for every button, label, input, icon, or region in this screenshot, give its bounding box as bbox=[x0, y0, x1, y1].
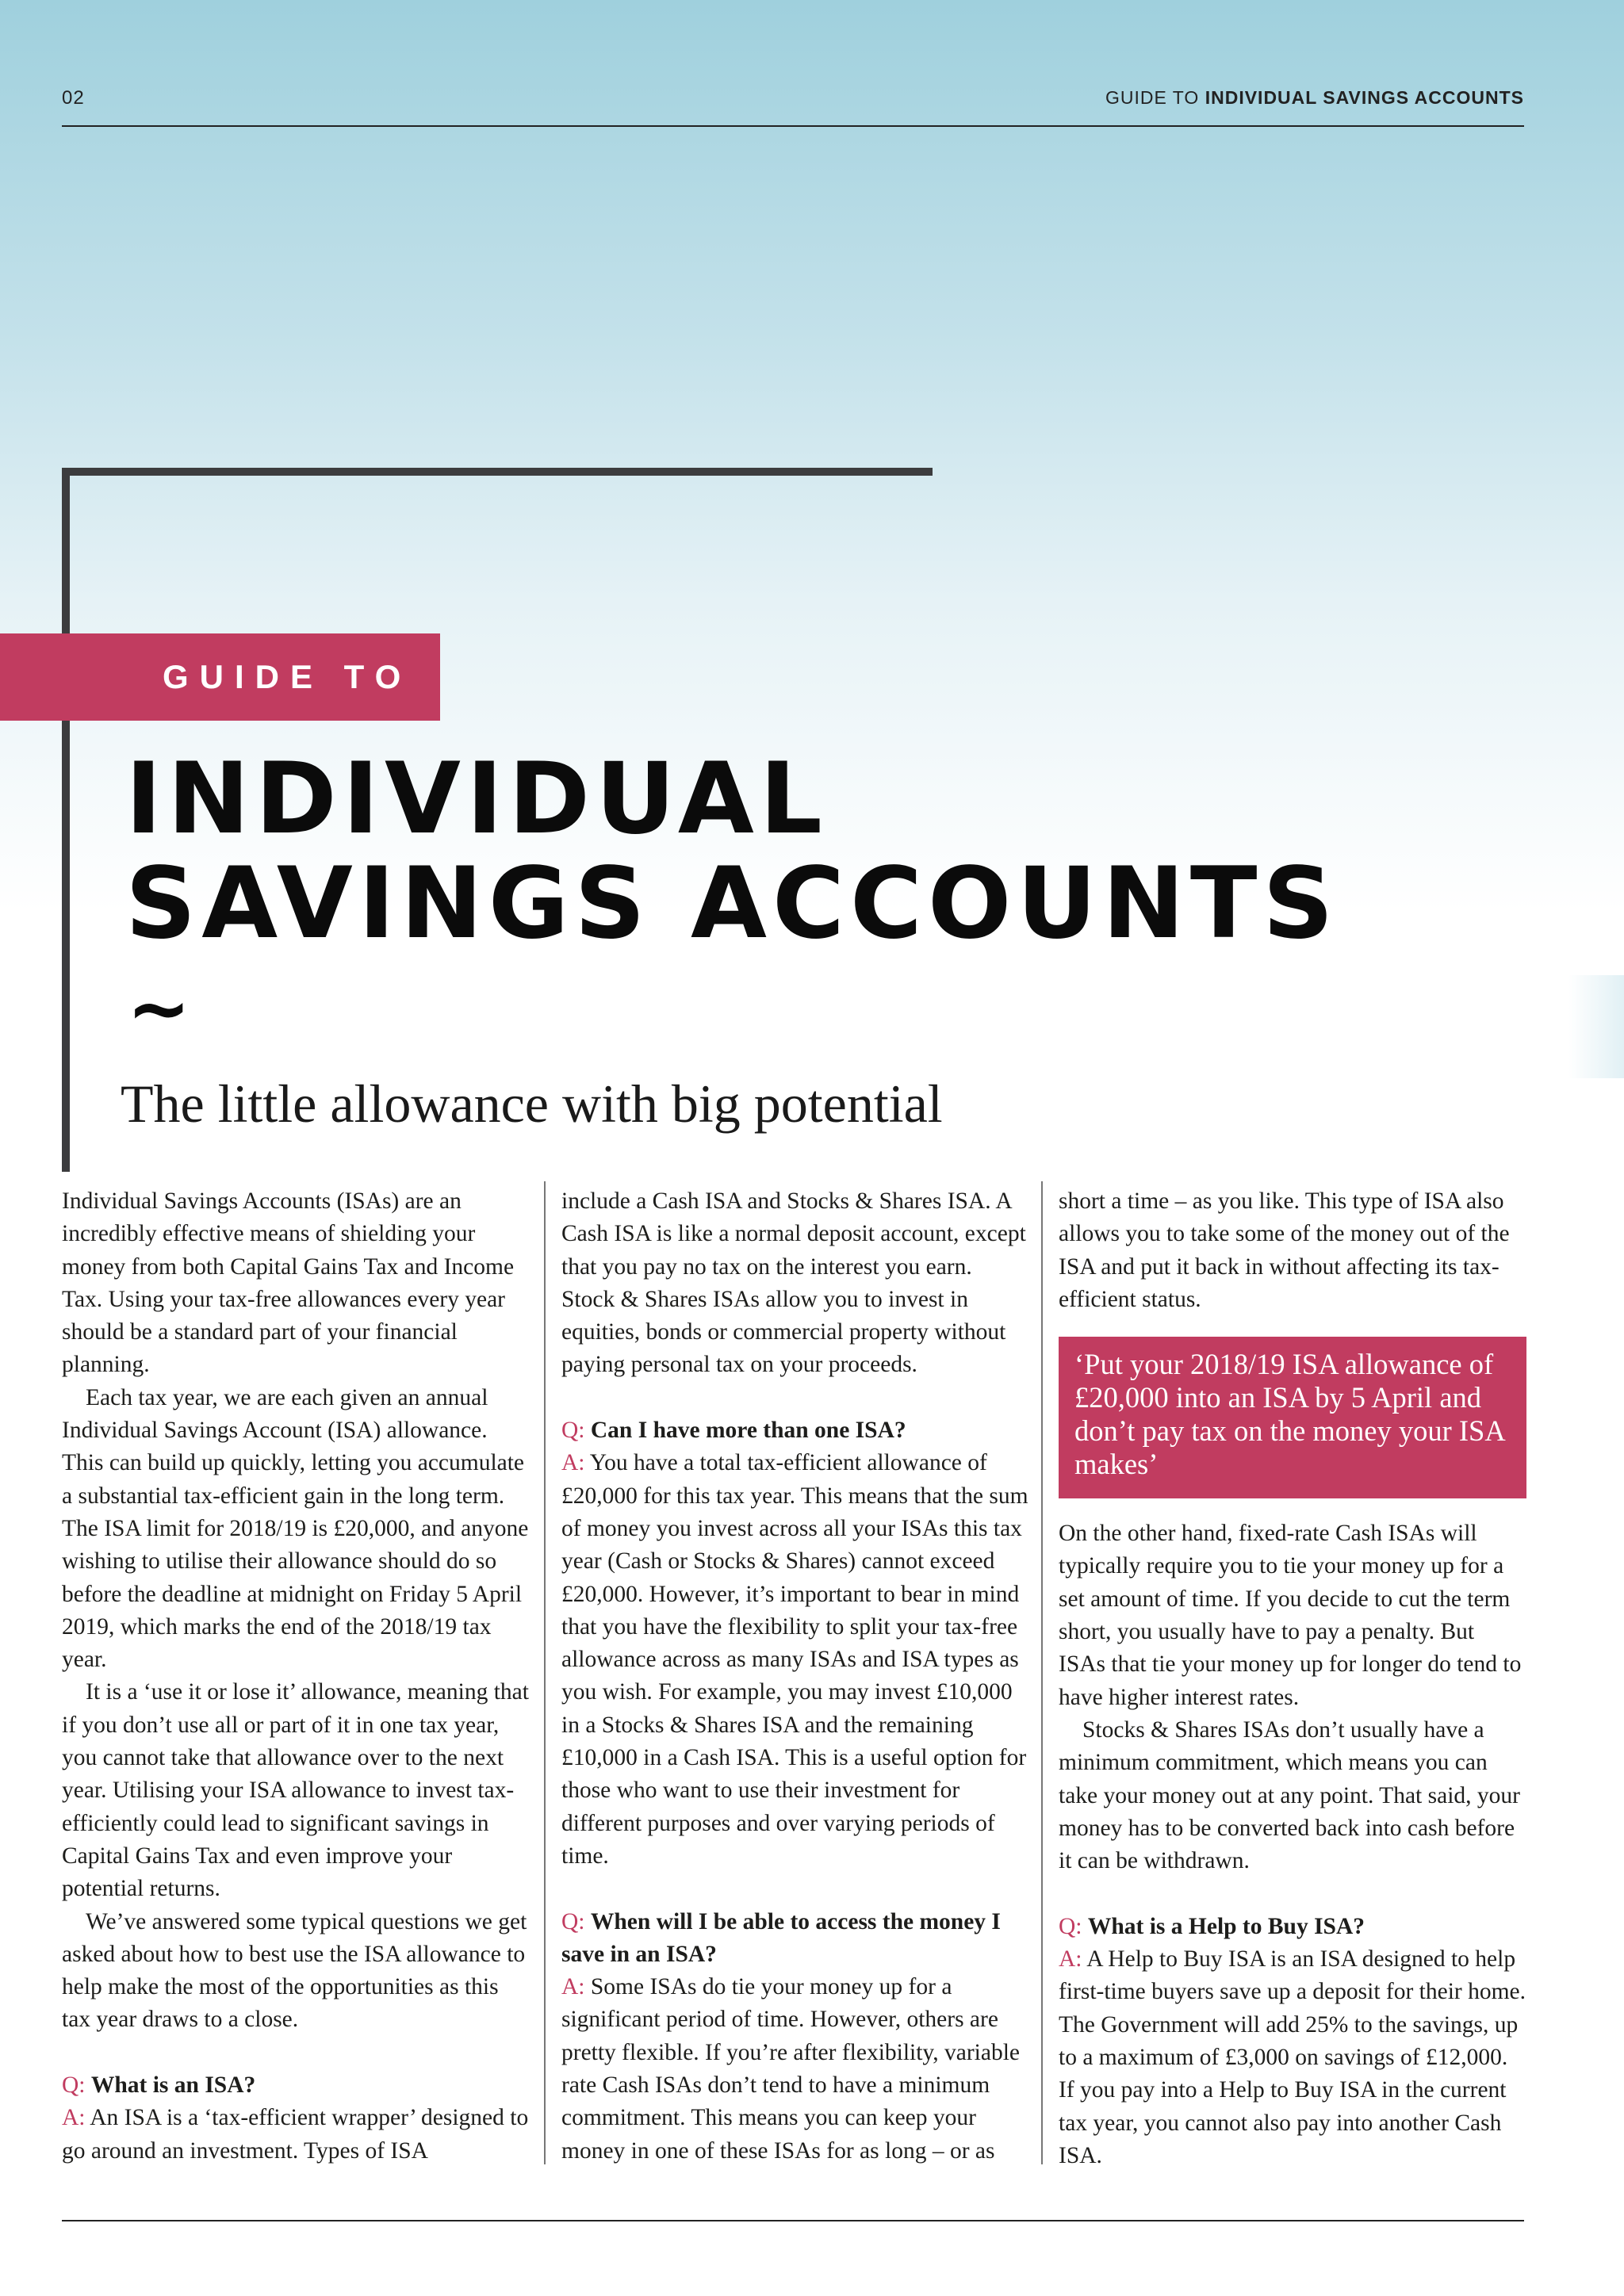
question-label: Q: bbox=[1059, 1913, 1082, 1939]
answer-text: Some ISAs do tie your money up for a significant period of time. However, others are pretty flexible. If you’re after flexibility, variable rate Cash ISAs don’t tend to have a minimum commitment. This means you can keep your money in one of these ISAs for as long – or as bbox=[561, 1974, 1021, 2164]
question bbox=[561, 1906, 1029, 1972]
title-line-2: SAVINGS ACCOUNTS bbox=[125, 847, 1339, 961]
question-text: What is an ISA? bbox=[90, 2072, 256, 2099]
answer-text: An ISA is a ‘tax-efficient wrapper’ designed to go around an investment. Types of ISA bbox=[62, 2105, 529, 2164]
paragraph: It is a ‘use it or lose it’ allowance, meaning that if you don’t use all or part of it in one tax year, you cannot take that allowance over to the next year. Utilising your ISA allowance to invest tax-efficiently could lead to significant savings in Capital Gains Tax and even improve your potential returns. bbox=[62, 1679, 529, 1902]
running-head-title: INDIVIDUAL SAVINGS ACCOUNTS bbox=[1205, 87, 1524, 108]
page-title bbox=[125, 742, 1339, 961]
answer-label: A: bbox=[62, 2105, 86, 2131]
question-text: When will I be able to access the money I save in an ISA? bbox=[561, 1908, 1001, 1967]
page-number: 02 bbox=[62, 87, 85, 109]
question-text: Can I have more than one ISA? bbox=[590, 1418, 906, 1444]
body-column-2 bbox=[561, 1185, 1029, 2168]
body-column-1 bbox=[62, 1185, 530, 2168]
answer bbox=[561, 1447, 1029, 1873]
kicker-band bbox=[0, 633, 440, 721]
pull-quote: ‘Put your 2018/19 ISA allowance of £20,000 into an ISA by 5 April and don’t pay tax on the money your ISA makes’ bbox=[1059, 1337, 1526, 1498]
title-bracket-top bbox=[62, 468, 933, 476]
background-glow bbox=[1568, 975, 1624, 1078]
body-column-3 bbox=[1059, 1185, 1526, 2172]
question-label: Q: bbox=[561, 1908, 585, 1934]
answer-text: You have a total tax-efficient allowance of £20,000 for this tax year. This means that the sum of money you invest across all your ISAs this tax year (Cash or Stocks & Shares) cannot exceed £20,000. However, it’s important to bear in mind that you have the flexibility to split your tax-free allowance across as many ISAs and ISA types as you wish. For example, you may invest £10,000 in a Stocks & Shares ISA and the remaining £10,000 in a Cash ISA. This is a useful option for those who want to use their investment for different purposes and over varying periods of time. bbox=[561, 1450, 1028, 1869]
header-rule bbox=[62, 125, 1524, 127]
paragraph: Stocks & Shares ISAs don’t usually have a minimum commitment, which means you can take your money out at any point. That said, your money has to be converted back into cash before it can be withdrawn. bbox=[1059, 1716, 1520, 1874]
column-divider bbox=[1041, 1181, 1043, 2164]
answer-text: A Help to Buy ISA is an ISA designed to help first-time buyers save up a deposit for their home. The Government will add 25% to the savings, up to a maximum of £3,000 on savings of £12,000. If you pay into a Help to Buy ISA in the current tax year, you cannot also pay into another Cash ISA. bbox=[1059, 1946, 1526, 2168]
running-head bbox=[1105, 87, 1524, 109]
question bbox=[561, 1414, 1029, 1447]
paragraph: include a Cash ISA and Stocks & Shares ISA. A Cash ISA is like a normal deposit account, except that you pay no tax on the interest you earn. Stock & Shares ISAs allow you to invest in equities, bonds or commercial property without paying personal tax on your proceeds. bbox=[561, 1188, 1026, 1378]
paragraph: Individual Savings Accounts (ISAs) are an incredibly effective means of shielding your money from both Capital Gains Tax and Income Tax. Using your tax-free allowances every year should be a standard part of your financial planning. bbox=[62, 1188, 515, 1378]
question-label: Q: bbox=[561, 1418, 585, 1444]
answer bbox=[1059, 1943, 1526, 2172]
answer bbox=[561, 1971, 1029, 2168]
paragraph: Each tax year, we are each given an annual Individual Savings Account (ISA) allowance. This can build up quickly, letting you accumulate a substantial tax-efficient gain in the long term. The ISA limit for 2018/19 is £20,000, and anyone wishing to utilise their allowance should do so before the deadline at midnight on Friday 5 April 2019, which marks the end of the 2018/19 tax year. bbox=[62, 1384, 529, 1673]
column-divider bbox=[544, 1181, 546, 2164]
question bbox=[62, 2069, 530, 2102]
title-bracket-left bbox=[62, 468, 70, 1172]
paragraph: short a time – as you like. This type of ISA also allows you to take some of the money out of the ISA and put it back in without affecting its tax-efficient status. bbox=[1059, 1188, 1510, 1312]
title-line-1: INDIVIDUAL bbox=[125, 742, 828, 856]
paragraph: On the other hand, fixed-rate Cash ISAs will typically require you to tie your money up for a set amount of time. If you decide to cut the term short, you usually have to pay a penalty. But ISAs that tie your money up for longer do tend to have higher interest rates. bbox=[1059, 1521, 1522, 1710]
answer-label: A: bbox=[561, 1450, 585, 1476]
answer bbox=[62, 2102, 530, 2168]
running-head-prefix: GUIDE TO bbox=[1105, 87, 1200, 108]
footer-rule bbox=[62, 2220, 1524, 2221]
paragraph: We’ve answered some typical questions we get asked about how to best use the ISA allowance to help make the most of the opportunities as this tax year draws to a close. bbox=[62, 1908, 527, 2033]
answer-label: A: bbox=[561, 1974, 585, 2000]
question-text: What is a Help to Buy ISA? bbox=[1087, 1913, 1365, 1939]
answer-label: A: bbox=[1059, 1946, 1082, 1973]
tilde-ornament: ~ bbox=[127, 964, 191, 1053]
subtitle: The little allowance with big potential bbox=[121, 1073, 943, 1134]
question-label: Q: bbox=[62, 2072, 86, 2099]
kicker-text: GUIDE TO bbox=[163, 658, 412, 695]
question bbox=[1059, 1911, 1526, 1943]
